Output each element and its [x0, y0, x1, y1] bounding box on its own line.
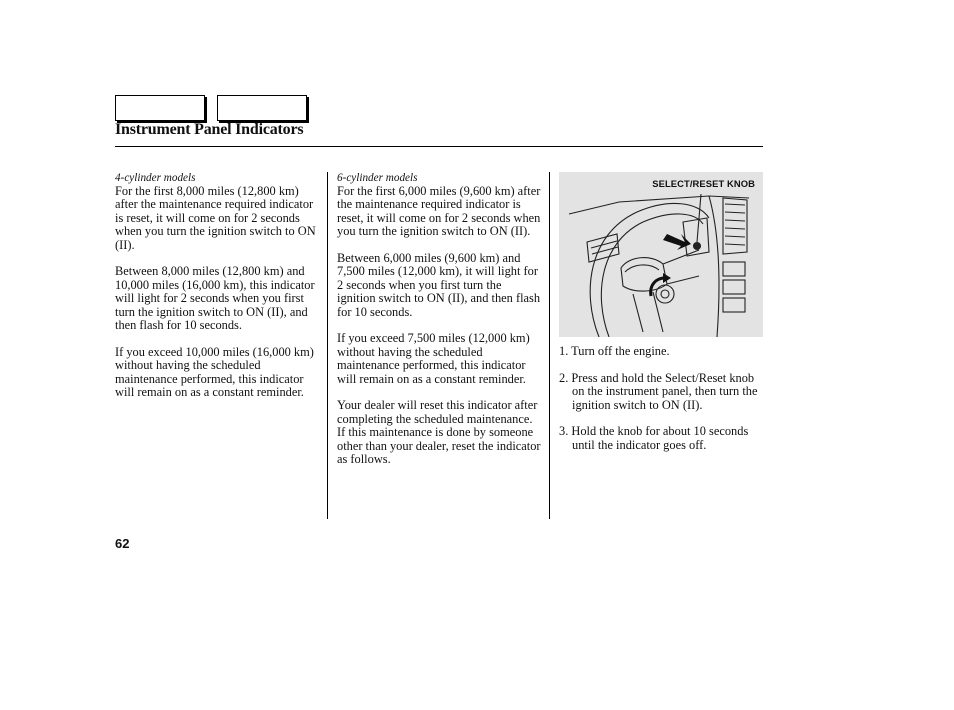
- steering-wheel-dashboard-icon: [559, 172, 763, 337]
- page-number: 62: [115, 536, 130, 551]
- nav-tab-2[interactable]: [217, 95, 307, 121]
- column-6-cylinder: [337, 172, 543, 480]
- column-divider-1: [327, 172, 328, 519]
- paragraph: Your dealer will reset this indicator after completing the scheduled maintenance. If this maintenance is done by someone other than your dealer, reset the indicator as follows.: [337, 398, 541, 467]
- paragraph: If you exceed 7,500 miles (12,000 km) without having the scheduled maintenance performed, this indicator will remain on as a constant reminder.: [337, 331, 530, 386]
- section-label-4-cylinder: 4-cylinder models: [115, 172, 196, 184]
- figure-caption: SELECT/RESET KNOB: [652, 178, 755, 189]
- header-rule: [115, 146, 763, 147]
- paragraph: If you exceed 10,000 miles (16,000 km) without having the scheduled maintenance performed, this indicator will remain on as a constant reminder.: [115, 344, 314, 400]
- step-item: 3. Hold the knob for about 10 seconds until the indicator goes off.: [559, 424, 749, 452]
- paragraph: For the first 8,000 miles (12,800 km) after the maintenance required indicator is reset, it will come on for 2 seconds when you turn the ignition switch to ON (II).: [115, 184, 316, 252]
- section-label-6-cylinder: 6-cylinder models: [337, 172, 418, 184]
- page-title: Instrument Panel Indicators: [115, 121, 304, 138]
- paragraph: Between 8,000 miles (12,800 km) and 10,000 miles (16,000 km), this indicator will light for 2 seconds when you first turn the ignition switch to ON (II), and then flash for 10 seconds.: [115, 264, 315, 333]
- column-4-cylinder: [115, 172, 321, 413]
- dashboard-illustration: [559, 172, 763, 337]
- step-item: 2. Press and hold the Select/Reset knob on the instrument panel, then turn the ignition switch to ON (II).: [559, 370, 758, 412]
- paragraph: Between 6,000 miles (9,600 km) and 7,500 miles (12,000 km), it will light for 2 seconds when you first turn the ignition switch to ON (II), and then flash for 10 seconds.: [337, 251, 541, 319]
- paragraph: For the first 6,000 miles (9,600 km) after the maintenance required indicator is reset, it will come on for 2 seconds when you turn the ignition switch to ON (II).: [337, 184, 541, 239]
- nav-tab-1[interactable]: [115, 95, 205, 121]
- column-reset-steps: [559, 345, 763, 466]
- column-divider-2: [549, 172, 550, 519]
- step-item: 1. Turn off the engine.: [559, 344, 670, 358]
